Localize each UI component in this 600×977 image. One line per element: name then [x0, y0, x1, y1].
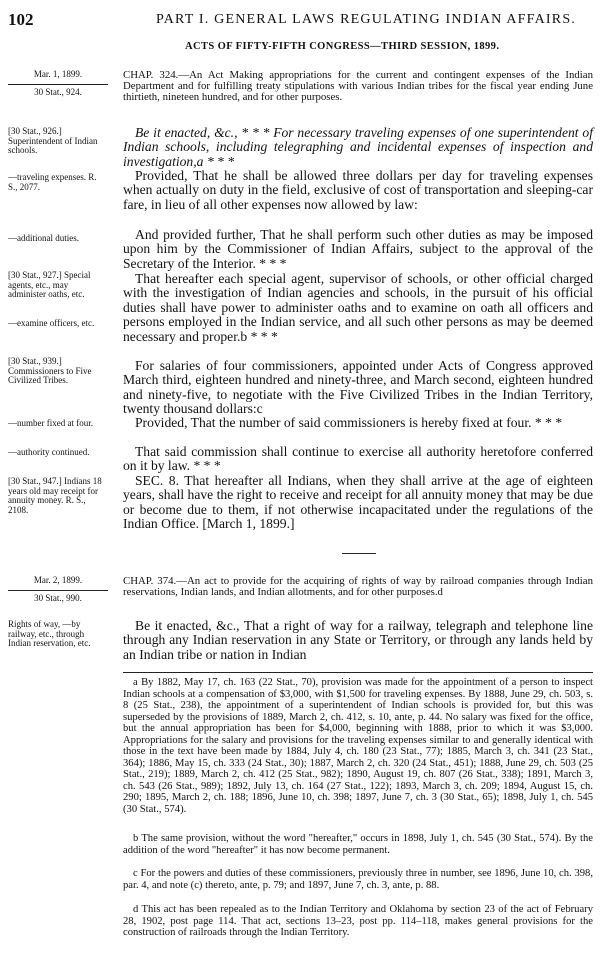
act1-paragraph-7: That said commission shall continue to exercise all authority heretofore conferred on it by law. * * * [123, 444, 593, 474]
margin-rule [8, 84, 108, 85]
act2-chapter-title: CHAP. 374.—An act to provide for the acquiring of rights of way by railroad companies through Indian reservations, Indian lands, and Indian allotments, and for other purposes.d [123, 575, 593, 599]
margin-note-indians-18: [30 Stat., 947.] Indians 18 years old may receipt for annuity money. R. S., 2108. [8, 476, 102, 515]
act2-margin-date: Mar. 2, 1899. [33, 575, 83, 585]
act1-margin-stat: 30 Stat., 924. [34, 86, 82, 97]
margin-note-superintendent: [30 Stat., 926.] Superintendent of Indian schools. [8, 126, 98, 155]
margin-note-traveling: —traveling expenses. R. S., 2077. [8, 172, 97, 192]
footnote-c: c For the powers and duties of these commissioners, previously three in number, see 1896, June 10, ch. 398, par. 4, and note (c) thereto, ante, p. 79; and 1897, June 7, ch. 3, ante, p. 88. [123, 868, 593, 891]
acts-heading: ACTS OF FIFTY-FIFTH CONGRESS—THIRD SESSION, 1899. [185, 41, 500, 52]
page-header [8, 10, 592, 32]
act1-chapter-title: CHAP. 324.—An Act Making appropriations for the current and contingent expenses of the Indian Department and for fulfilling treaty stipulations with various Indian tribes for the fiscal year ending June thirtieth, nineteen hundred, and for other purposes. [123, 69, 593, 104]
act1-paragraph-2: Provided, That he shall be allowed three dollars per day for traveling expenses when actually on duty in the field, exclusive of cost of transportation and sleeping-car fare, in lieu of all other expenses now allowed by law: [123, 168, 593, 212]
act1-paragraph-8: SEC. 8. That hereafter all Indians, when they shall arrive at the age of eighteen years, shall have the right to receive and receipt for all annuity money that may be due or become due to them, if not otherwise incapacitated under the regulations of the Indian Office. [March 1, 1899.] [123, 473, 593, 532]
page-number: 102 [8, 10, 34, 29]
margin-note-rights-of-way: Rights of way, —by railway, etc., through Indian reservation, etc. [8, 619, 91, 648]
act2-paragraph-1: Be it enacted, &c., That a right of way for a railway, telegraph and telephone line through any Indian reservation in any State or Territory, or through any lands held by an Indian tribe or nation in Indian [123, 618, 593, 662]
running-title: PART I. GENERAL LAWS REGULATING INDIAN AFFAIRS. [156, 12, 577, 27]
margin-note-number: —number fixed at four. [8, 418, 93, 428]
footnote-b: b The same provision, without the word "hereafter," occurs in 1898, July 1, ch. 545 (30 Stat., 574). By the addition of the word "hereafter" it has now become permanent. [123, 833, 593, 856]
act2-margin-stat: 30 Stat., 990. [34, 592, 82, 603]
margin-note-additional: —additional duties. [8, 233, 79, 243]
act1-paragraph-1 [123, 126, 593, 169]
act1-paragraph-3: And provided further, That he shall perform such other duties as may be imposed upon him by the Commissioner of Indian Affairs, subject to the approval of the Secretary of the Interior. * * * [123, 227, 593, 271]
act1-paragraph-5: For salaries of four commissioners, appointed under Acts of Congress approved March third, eighteen hundred and ninety-three, and March second, eighteen hundred and ninety-five, to negotiate with the Five Civilized Tribes in the Indian Territory, twenty thousand dollars:c [123, 358, 593, 417]
section-separator [342, 553, 376, 554]
act2-margin-header [8, 576, 108, 603]
footnote-a: a By 1882, May 17, ch. 163 (22 Stat., 70), provision was made for the appointment of a person to inspect Indian schools at a compensation of $3,000, with $1,500 for traveling expenses. By 1888, June 29, ch. 503, s. 8 (25 Stat., 238), the appointment of a superintendent of Indian schools is provided for, but this was superseded by the provisions of 1889, March 2, ch. 412, s. 10, ante, p. 44. No salary was fixed for the office, but the annual appropriation has been for $4,000, beginning with 1888, prior to which it was $3,000. Appropriations for the salary and provisions for the traveling expenses similar to and generally identical with those in the text have been made by 1884, July 4, ch. 180 (23 Stat., 77); 1885, March 3, ch. 341 (23 Stat., 364); 1886, May 15, ch. 333 (24 Stat., 30); 1887, March 2, ch. 320 (24 Stat., 451); 1888, June 29, ch. 503 (25 Stat., 219); 1889, March 2, ch. 412 (25 Stat., 982); 1890, August 19, ch. 807 (26 Stat., 338); 1891, March 3, ch. 543 (26 Stat., 989); 1892, July 13, ch. 164 (27 Stat., 122); 1893, March 3, ch. 209; 1894, August 15, ch. 290; 1895, March 2, ch. 188; 1896, June 10, ch. 398; 1897, June 7, ch. 3 (30 Stat., 65); 1898, July 1, ch. 545 (30 Stat., 574). [123, 677, 593, 815]
margin-note-commissioners: [30 Stat., 939.] Commissioners to Five Civilized Tribes. [8, 356, 92, 385]
margin-note-special-agents: [30 Stat., 927.] Special agents, etc., may administer oaths, etc. [8, 270, 91, 299]
margin-rule [8, 590, 108, 591]
margin-note-authority: —authority continued. [8, 447, 90, 457]
act1-margin-date: Mar. 1, 1899. [33, 69, 83, 79]
margin-note-examine: —examine officers, etc. [8, 318, 95, 328]
act1-margin-header [8, 70, 108, 97]
act1-paragraph-6: Provided, That the number of said commissioners is hereby fixed at four. * * * [135, 415, 563, 430]
footnote-rule [123, 672, 593, 673]
footnote-d: d This act has been repealed as to the Indian Territory and Oklahoma by section 23 of the act of February 28, 1902, post page 114. That act, sections 13–23, post pp. 114–118, makes general provisions for the construction of railroads through the Indian Territory. [123, 904, 593, 938]
act1-paragraph-4: That hereafter each special agent, supervisor of schools, or other official charged with the investigation of Indian agencies and schools, in the pursuit of his official duties shall have power to administer oaths and to examine on oath all officers and persons employed in the Indian service, and all such other persons as may be deemed necessary and proper.b * * * [123, 271, 593, 344]
paragraph-text: Be it enacted, &c., * * * For necessary traveling expenses of one superintendent of Indian schools, including telegraphing and incidental expenses of inspection and investigation,a * * * [123, 125, 593, 169]
